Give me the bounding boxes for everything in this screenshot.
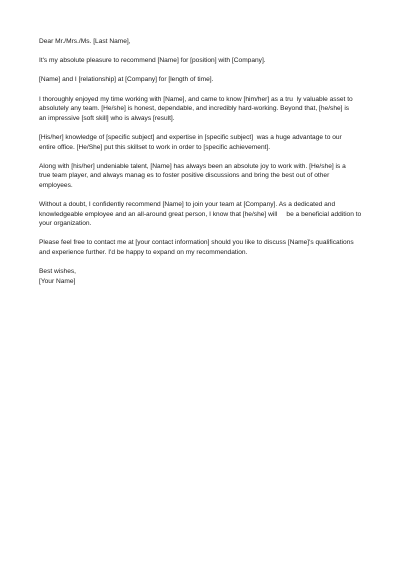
paragraph-line: entire office. [He/She] put this skillset to work in order to [specific achievement]. [39, 143, 271, 151]
paragraph-expertise [39, 133, 369, 152]
paragraph-line: Without a doubt, I confidently recommend [Name] to join your team at [Company]. As a dedicated and [39, 201, 336, 209]
paragraph-relationship [39, 75, 369, 85]
paragraph-recommendation [39, 56, 369, 66]
paragraph-line: Along with [his/her] undeniable talent, [Name] has always been an absolute joy to work with. [He/she] is a [39, 162, 346, 170]
paragraph-line: an impressive [soft skill] who is always [result]. [39, 114, 175, 122]
paragraph-line: true team player, and always manag es to foster positive discussions and bring the best out of other [39, 172, 330, 180]
closing-line: Best wishes, [39, 268, 77, 276]
paragraph-line: your organization. [39, 220, 92, 228]
closing-block [39, 267, 369, 286]
paragraph-line: absolutely any team. [He/she] is honest, dependable, and incredibly hard-working. Beyond that, [he/she] is [39, 105, 350, 113]
salutation-line: Dear Mr./Mrs./Ms. [Last Name], [39, 38, 131, 45]
paragraph-line: I thoroughly enjoyed my time working with [Name], and came to know [him/her] as a tru ly valuable asset to [39, 95, 353, 103]
paragraph-line: It's my absolute pleasure to recommend [Name] for [position] with [Company]. [39, 57, 266, 65]
letter-body [39, 37, 369, 286]
paragraph-endorsement [39, 200, 369, 229]
paragraph-line: employees. [39, 181, 73, 189]
paragraph-line: and experience further. I'd be happy to expand on my recommendation. [39, 249, 248, 257]
paragraph-line: [His/her] knowledge of [specific subject] and expertise in [specific subject] was a huge advantage to our [39, 133, 342, 141]
salutation [39, 37, 369, 47]
signature-line: [Your Name] [39, 277, 76, 285]
paragraph-line: knowledgeable employee and an all-around great person, I know that [he/she] will be a beneficial addition to [39, 210, 362, 218]
paragraph-contact [39, 238, 369, 257]
paragraph-teamwork [39, 162, 369, 191]
paragraph-line: [Name] and I [relationship] at [Company] for [length of time]. [39, 76, 214, 84]
paragraph-line: Please feel free to contact me at [your contact information] should you like to discuss [Name]'s qualifications [39, 239, 354, 247]
paragraph-qualities [39, 95, 369, 124]
